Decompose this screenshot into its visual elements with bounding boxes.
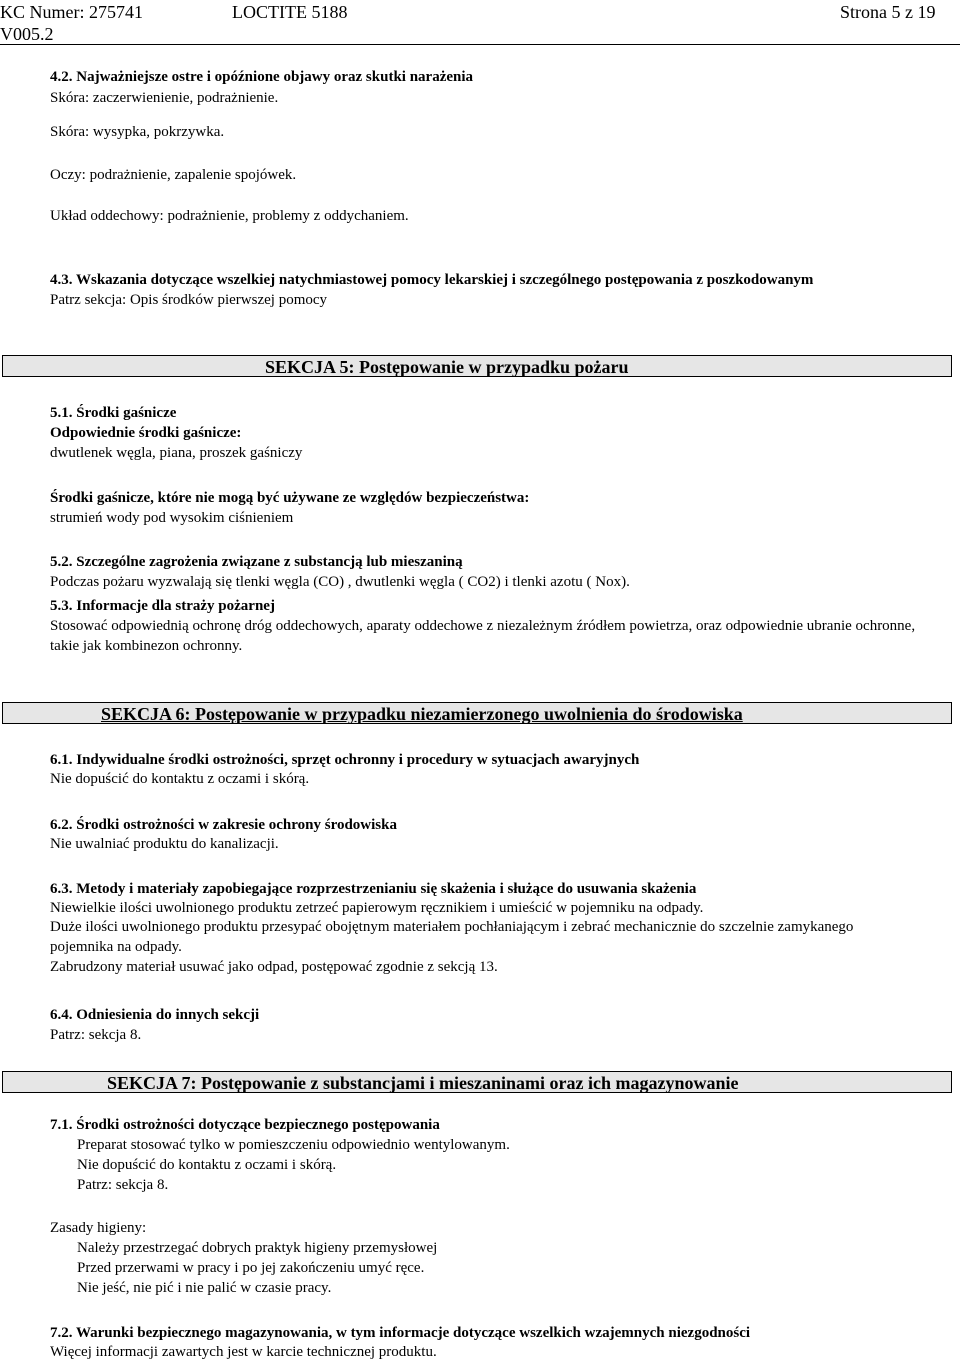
heading-6-1: 6.1. Indywidualne środki ostrożności, sprzęt ochronny i procedury w sytuacjach awaryjnych [50,752,640,768]
kc-number: KC Numer: 275741 [0,2,143,22]
heading-6-3: 6.3. Metody i materiały zapobiegające rozprzestrzenianiu się skażenia i służące do usuwania skażenia [50,881,697,897]
hygiene-line: Należy przestrzegać dobrych praktyk higieny przemysłowej [77,1240,438,1256]
section-7-banner [2,1071,952,1093]
header-rule [0,44,960,45]
text-6-3-line: Niewielkie ilości uwolnionego produktu zetrzeć papierowym ręcznikiem i umieścić w pojemniku na odpady. [50,900,704,916]
symptom-line: Oczy: podrażnienie, zapalenie spojówek. [50,167,297,183]
unsuitable-text: strumień wody pod wysokim ciśnieniem [50,510,294,526]
text-5-2: Podczas pożaru wyzwalają się tlenki węgla (CO) , dwutlenki węgla ( CO2) i tlenki azotu ( Nox). [50,574,630,590]
heading-6-4: 6.4. Odniesienia do innych sekcji [50,1007,260,1023]
section-7-title: SEKCJA 7: Postępowanie z substancjami i mieszaninami oraz ich magazynowanie [107,1073,739,1093]
text-7-1-line: Patrz: sekcja 8. [77,1177,169,1193]
heading-7-2: 7.2. Warunki bezpiecznego magazynowania, w tym informacje dotyczące wszelkich wzajemnych niezgodności [50,1325,751,1341]
section-5-title: SEKCJA 5: Postępowanie w przypadku pożaru [265,357,629,377]
heading-4-2: 4.2. Najważniejsze ostre i opóźnione objawy oraz skutki narażenia [50,69,474,85]
text-6-2: Nie uwalniać produktu do kanalizacji. [50,836,279,852]
hygiene-line: Przed przerwami w pracy i po jej zakończeniu umyć ręce. [77,1260,425,1276]
text-6-3-line: Duże ilości uwolnionego produktu przesypać obojętnym materiałem pochłaniającym i zebrać mechanicznie do szczelnie zamykanego pojemnika na odpady. [50,919,854,955]
heading-6-2: 6.2. Środki ostrożności w zakresie ochrony środowiska [50,817,397,833]
text-5-3: Stosować odpowiednią ochronę dróg oddechowych, aparaty oddechowe z niezależnym źródłem powietrza, oraz odpowiednie ubranie ochronne, takie jak kombinezon ochronny. [50,618,916,654]
heading-7-1: 7.1. Środki ostrożności dotyczące bezpiecznego postępowania [50,1117,440,1133]
unsuitable-label: Środki gaśnicze, które nie mogą być używane ze względów bezpieczeństwa: [50,490,530,506]
text-6-3-line: Zabrudzony materiał usuwać jako odpad, postępować zgodnie z sekcją 13. [50,959,498,975]
symptom-line: Układ oddechowy: podrażnienie, problemy z oddychaniem. [50,208,409,224]
hygiene-line: Nie jeść, nie pić i nie palić w czasie pracy. [77,1280,332,1296]
text-4-3: Patrz sekcja: Opis środków pierwszej pomocy [50,292,328,308]
page-number: Strona 5 z 19 [840,2,936,22]
heading-4-3: 4.3. Wskazania dotyczące wszelkiej natychmiastowej pomocy lekarskiej i szczególnego postępowania z poszkodowanym [50,272,814,288]
product-name: LOCTITE 5188 [232,2,348,22]
heading-5-3: 5.3. Informacje dla straży pożarnej [50,598,275,614]
hygiene-label: Zasady higieny: [50,1220,147,1236]
section-6-banner [2,702,952,724]
text-6-1: Nie dopuścić do kontaktu z oczami i skórą. [50,771,310,787]
version: V005.2 [0,24,54,44]
text-7-1-line: Preparat stosować tylko w pomieszczeniu odpowiednio wentylowanym. [77,1137,510,1153]
heading-5-1: 5.1. Środki gaśnicze [50,405,177,421]
text-6-4: Patrz: sekcja 8. [50,1027,142,1043]
symptom-line: Skóra: zaczerwienienie, podrażnienie. [50,90,279,106]
suitable-label: Odpowiednie środki gaśnicze: [50,425,242,441]
section-5-banner [2,355,952,377]
text-7-1-line: Nie dopuścić do kontaktu z oczami i skórą. [77,1157,337,1173]
text-7-2: Więcej informacji zawartych jest w karcie technicznej produktu. [50,1344,437,1360]
heading-5-2: 5.2. Szczególne zagrożenia związane z substancją lub mieszaniną [50,554,463,570]
section-6-title: SEKCJA 6: Postępowanie w przypadku niezamierzonego uwolnienia do środowiska [101,704,743,724]
suitable-text: dwutlenek węgla, piana, proszek gaśniczy [50,445,303,461]
symptom-line: Skóra: wysypka, pokrzywka. [50,124,225,140]
